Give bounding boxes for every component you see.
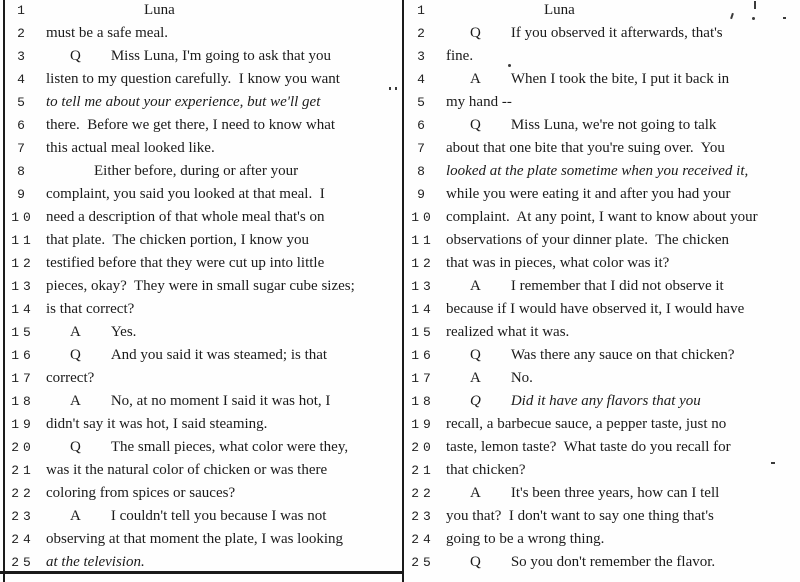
line-text-content: my hand -- (446, 94, 512, 110)
line-text (446, 25, 800, 42)
line-text-content: No. (510, 370, 533, 386)
line-text-content: Yes. (110, 324, 137, 340)
line-text-content: realized what it was. (446, 324, 570, 340)
line-text (446, 278, 800, 295)
line-text (46, 71, 402, 88)
line-text-content: When I took the bite, I put it back in (510, 71, 730, 87)
line-text-content: I remember that I did not observe it (510, 278, 724, 294)
transcript-line (6, 2, 402, 25)
transcript-line (6, 531, 402, 554)
line-number: 13 (411, 279, 435, 294)
speaker-label: A (70, 508, 81, 524)
line-text (446, 531, 800, 548)
line-number: 21 (411, 463, 435, 478)
transcript-line (6, 370, 402, 393)
scan-artifact (771, 462, 775, 464)
line-text-content: while you were eating it and after you had your (446, 186, 731, 202)
line-text (46, 209, 402, 226)
line-text-content: It's been three years, how can I tell (510, 485, 720, 501)
line-text-content: pieces, okay? They were in small sugar cube sizes; (46, 278, 355, 294)
transcript-line (406, 232, 800, 255)
line-text (446, 209, 800, 226)
transcript-line (6, 186, 402, 209)
line-text (446, 48, 800, 65)
line-number: 2 (17, 26, 29, 41)
transcript-line (406, 278, 800, 301)
line-text (446, 94, 800, 111)
line-text-content: coloring from spices or sauces? (46, 485, 236, 501)
line-text (46, 416, 402, 433)
line-text (46, 370, 402, 387)
line-text-content: testified before that they were cut up into little (46, 255, 325, 271)
line-text-content: you that? I don't want to say one thing that's (446, 508, 714, 524)
transcript-line (406, 416, 800, 439)
line-text-content: was it the natural color of chicken or was there (46, 462, 328, 478)
transcript-line (406, 163, 800, 186)
line-text (446, 462, 800, 479)
line-number: 14 (411, 302, 435, 317)
speaker-label: A (70, 324, 81, 340)
scan-artifact (395, 87, 397, 90)
line-number: 5 (417, 95, 429, 110)
line-text (446, 232, 800, 249)
line-text-content: is that correct? (46, 301, 135, 317)
scan-artifact (783, 17, 786, 19)
line-number: 9 (17, 187, 29, 202)
line-text-content: going to be a wrong thing. (446, 531, 605, 547)
speaker-label: Q (470, 393, 481, 409)
transcript-line (406, 462, 800, 485)
line-number: 8 (17, 164, 29, 179)
line-text-content: listen to my question carefully. I know you want (46, 71, 340, 87)
line-text (446, 163, 800, 180)
line-number: 14 (11, 302, 35, 317)
line-text (46, 48, 402, 65)
line-text-content: If you observed it afterwards, that's (510, 25, 723, 41)
line-text (46, 554, 402, 571)
line-number: 4 (417, 72, 429, 87)
line-number: 11 (11, 233, 35, 248)
line-text-content: Luna (544, 2, 575, 18)
transcript-line (406, 255, 800, 278)
line-number: 6 (17, 118, 29, 133)
line-text (446, 554, 800, 571)
transcript-line (406, 554, 800, 577)
line-number: 3 (17, 49, 29, 64)
line-text-content: complaint. At any point, I want to know about your (446, 209, 758, 225)
line-text-content: fine. (446, 48, 474, 64)
transcript-line (6, 71, 402, 94)
transcript-line (406, 347, 800, 370)
transcript-line (6, 485, 402, 508)
transcript-line (6, 416, 402, 439)
line-text-content: looked at the plate sometime when you received it, (446, 163, 749, 179)
line-number: 12 (11, 256, 35, 271)
line-text-content: need a description of that whole meal that's on (46, 209, 325, 225)
transcript-line (406, 209, 800, 232)
line-text (446, 71, 800, 88)
line-text (446, 508, 800, 525)
line-number: 16 (11, 348, 35, 363)
line-number: 11 (411, 233, 435, 248)
speaker-label: Q (470, 25, 481, 41)
line-text-content: The small pieces, what color were they, (110, 439, 349, 455)
line-text-content: correct? (46, 370, 95, 386)
transcript-line (6, 347, 402, 370)
line-number: 25 (411, 555, 435, 570)
line-text-content: I couldn't tell you because I was not (110, 508, 327, 524)
line-number: 6 (417, 118, 429, 133)
line-text-content: observations of your dinner plate. The chicken (446, 232, 729, 248)
line-text (446, 370, 800, 387)
line-text (446, 439, 800, 456)
line-text-content: And you said it was steamed; is that (110, 347, 328, 363)
line-number: 21 (11, 463, 35, 478)
line-number: 12 (411, 256, 435, 271)
line-number: 18 (411, 394, 435, 409)
line-text (46, 255, 402, 272)
line-text (46, 278, 402, 295)
line-text (46, 508, 402, 525)
line-text (446, 324, 800, 341)
line-text-content: Did it have any flavors that you (510, 393, 701, 409)
transcript-line (6, 301, 402, 324)
line-number: 23 (411, 509, 435, 524)
transcript-line (406, 48, 800, 71)
line-number: 22 (411, 486, 435, 501)
line-text-content: to tell me about your experience, but we'll get (46, 94, 321, 110)
transcript-line (6, 554, 402, 577)
transcript-line (6, 48, 402, 71)
line-text-content: recall, a barbecue sauce, a pepper taste, just no (446, 416, 727, 432)
transcript-line (406, 485, 800, 508)
transcript-line (406, 140, 800, 163)
transcript-line (6, 324, 402, 347)
transcript-line (406, 25, 800, 48)
line-text-content: at the television. (46, 554, 145, 570)
line-text-content: Miss Luna, I'm going to ask that you (110, 48, 332, 64)
transcript-line (6, 393, 402, 416)
line-text-content: that was in pieces, what color was it? (446, 255, 670, 271)
line-text (46, 140, 402, 157)
line-text-content: because if I would have observed it, I would have (446, 301, 745, 317)
line-text (46, 232, 402, 249)
speaker-label: Q (70, 439, 81, 455)
line-text-content: didn't say it was hot, I said steaming. (46, 416, 268, 432)
line-text-content: this actual meal looked like. (46, 140, 215, 156)
line-number: 3 (417, 49, 429, 64)
line-text-content: Was there any sauce on that chicken? (510, 347, 735, 363)
line-text-content: Luna (144, 2, 175, 18)
line-number: 9 (417, 187, 429, 202)
line-text (46, 462, 402, 479)
line-text-content: No, at no moment I said it was hot, I (110, 393, 331, 409)
line-number: 19 (411, 417, 435, 432)
line-text (446, 393, 800, 410)
line-number: 15 (411, 325, 435, 340)
transcript-line (6, 209, 402, 232)
line-number: 22 (11, 486, 35, 501)
line-number: 20 (11, 440, 35, 455)
transcript-line (406, 186, 800, 209)
speaker-label: A (470, 71, 481, 87)
transcript-line (6, 94, 402, 117)
transcript-line (6, 163, 402, 186)
transcript-line (406, 71, 800, 94)
line-number: 25 (11, 555, 35, 570)
line-text-content: So you don't remember the flavor. (510, 554, 716, 570)
line-text (46, 25, 402, 42)
speaker-label: A (70, 393, 81, 409)
line-text (46, 163, 402, 180)
line-number: 10 (11, 210, 35, 225)
line-text (446, 117, 800, 134)
line-number: 4 (17, 72, 29, 87)
line-text (446, 140, 800, 157)
line-text (46, 347, 402, 364)
line-text (446, 301, 800, 318)
transcript-line (406, 531, 800, 554)
line-number: 1 (17, 3, 29, 18)
page-left-rule (3, 0, 5, 582)
line-text-content: that chicken? (446, 462, 526, 478)
line-number: 7 (417, 141, 429, 156)
speaker-label: A (470, 485, 481, 501)
line-number: 18 (11, 394, 35, 409)
line-number: 23 (11, 509, 35, 524)
transcript-line (6, 278, 402, 301)
line-text-content: must be a safe meal. (46, 25, 169, 41)
line-number: 20 (411, 440, 435, 455)
line-number: 17 (11, 371, 35, 386)
line-text (46, 94, 402, 111)
transcript-line (6, 232, 402, 255)
line-text (144, 2, 402, 19)
line-number: 1 (417, 3, 429, 18)
line-text-content: complaint, you said you looked at that meal. I (46, 186, 325, 202)
line-number: 13 (11, 279, 35, 294)
line-text-content: Miss Luna, we're not going to talk (510, 117, 717, 133)
transcript-column-right (406, 2, 800, 577)
transcript-line (6, 255, 402, 278)
transcript-line (6, 117, 402, 140)
transcript-line (6, 439, 402, 462)
line-number: 16 (411, 348, 435, 363)
scan-artifact (508, 64, 511, 67)
line-text (446, 347, 800, 364)
transcript-line (6, 462, 402, 485)
line-number: 24 (411, 532, 435, 547)
line-number: 8 (417, 164, 429, 179)
scan-artifact (754, 1, 756, 9)
line-text (46, 186, 402, 203)
line-text (46, 485, 402, 502)
speaker-label: Q (70, 48, 81, 64)
transcript-line (406, 324, 800, 347)
line-number: 19 (11, 417, 35, 432)
line-text (46, 531, 402, 548)
transcript-line (406, 439, 800, 462)
transcript-line (406, 370, 800, 393)
line-text-content: there. Before we get there, I need to know what (46, 117, 336, 133)
line-text-content: taste, lemon taste? What taste do you recall for (446, 439, 731, 455)
transcript-line (6, 140, 402, 163)
column-divider-rule (402, 0, 404, 582)
speaker-label: A (470, 278, 481, 294)
line-text-content: Either before, during or after your (94, 163, 299, 179)
line-text (544, 2, 800, 19)
scan-artifact (752, 17, 755, 20)
line-number: 10 (411, 210, 435, 225)
line-text (446, 255, 800, 272)
line-number: 24 (11, 532, 35, 547)
line-text (446, 416, 800, 433)
transcript-line (406, 117, 800, 140)
transcript-line (6, 508, 402, 531)
speaker-label: A (470, 370, 481, 386)
line-number: 5 (17, 95, 29, 110)
line-text-content: about that one bite that you're suing over. You (446, 140, 725, 156)
line-text-content: that plate. The chicken portion, I know you (46, 232, 309, 248)
line-text (446, 485, 800, 502)
transcript-line (406, 508, 800, 531)
speaker-label: Q (470, 117, 481, 133)
line-number: 2 (417, 26, 429, 41)
speaker-label: Q (470, 347, 481, 363)
transcript-line (6, 25, 402, 48)
line-text (446, 186, 800, 203)
transcript-line (406, 2, 800, 25)
line-text (46, 324, 402, 341)
line-text (46, 117, 402, 134)
speaker-label: Q (470, 554, 481, 570)
transcript-column-left (6, 2, 402, 577)
line-number: 17 (411, 371, 435, 386)
line-number: 15 (11, 325, 35, 340)
line-text (46, 439, 402, 456)
speaker-label: Q (70, 347, 81, 363)
line-text-content: observing at that moment the plate, I was looking (46, 531, 344, 547)
transcript-line (406, 94, 800, 117)
line-text (46, 301, 402, 318)
line-number: 7 (17, 141, 29, 156)
transcript-line (406, 301, 800, 324)
scan-artifact (389, 87, 391, 90)
transcript-line (406, 393, 800, 416)
line-text (46, 393, 402, 410)
